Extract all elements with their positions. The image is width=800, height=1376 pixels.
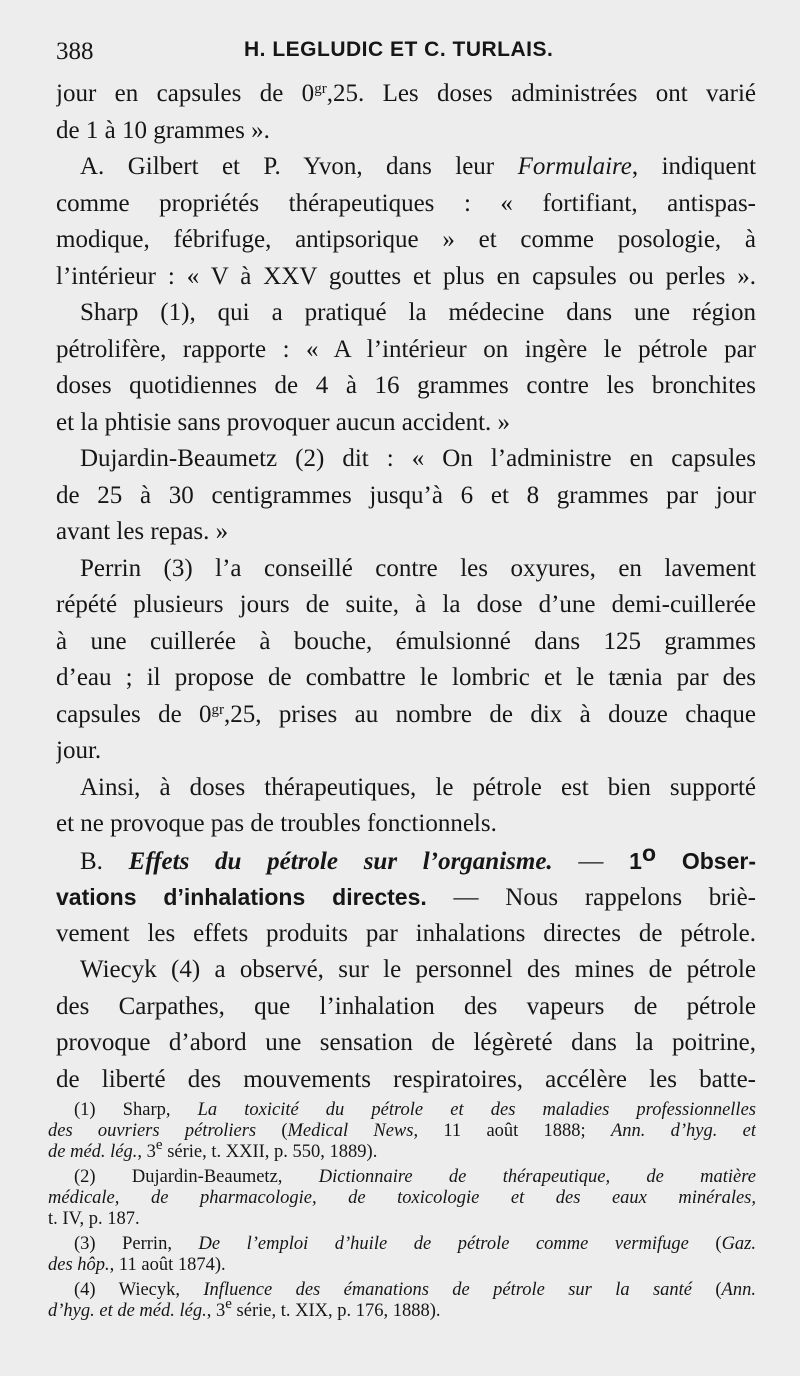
text-line: Ainsi, à doses thérapeutiques, le pétrole est bien supporté — [80, 773, 756, 801]
text-line: modique, fébrifuge, antipsorique » et comme posologie, à — [56, 226, 756, 253]
page-header — [56, 34, 756, 70]
text-line: des Carpathes, que l’inhalation des vapeurs de pétrole — [56, 992, 756, 1020]
footnote-line: (1) Sharp, La toxicité du pétrole et des maladies professionnelles — [74, 1100, 756, 1120]
footnote-line: des hôp., 11 août 1874). — [48, 1255, 226, 1275]
footnote-line: de méd. lég., 3e série, t. XXII, p. 550, 1889). — [48, 1142, 378, 1162]
footnote-line: médicale, de pharmacologie, de toxicologie et des eaux minérales, — [48, 1188, 756, 1208]
text-line: à une cuillerée à bouche, émulsionné dans 125 grammes — [56, 627, 756, 655]
running-head: H. LEGLUDIC ET C. TURLAIS. — [244, 38, 554, 61]
text-line: Sharp (1), qui a pratiqué la médecine dans une région — [80, 299, 756, 326]
text-line: avant les repas. » — [56, 518, 229, 545]
text-line: de liberté des mouvements respiratoires, accélère les batte- — [56, 1065, 756, 1093]
section-heading-line: B. Effets du pétrole sur l’organisme. — 1$^o$ Obser- — [80, 842, 756, 875]
footnote-line: d’hyg. et de méd. lég., 3e série, t. XIX, p. 176, 1888). — [48, 1301, 441, 1321]
text-line: jour en capsules de $0^{gr},25$. Les doses administrées ont varié — [56, 80, 756, 107]
text-line: et la phtisie sans provoquer aucun accident. » — [56, 408, 511, 436]
footnote-line: t. IV, p. 187. — [48, 1209, 140, 1229]
text-line: doses quotidiennes de 4 à 16 grammes contre les bronchites — [56, 372, 756, 399]
text-line: A. Gilbert et P. Yvon, dans leur Formulaire, indiquent — [80, 153, 756, 180]
text-line: provoque d’abord une sensation de légèreté dans la poitrine, — [56, 1029, 756, 1056]
footnote-line: (2) Dujardin-Beaumetz, Dictionnaire de thérapeutique, de matière — [74, 1167, 756, 1187]
text-line: d’eau ; il propose de combattre le lombric et le tænia par des — [56, 664, 756, 691]
page-number: 388 — [56, 38, 94, 65]
text-line: pétrolifère, rapporte : « A l’intérieur on ingère le pétrole par — [56, 335, 756, 363]
main-text — [56, 76, 756, 1098]
text-line: Wiecyk (4) a observé, sur le personnel des mines de pétrole — [80, 956, 756, 983]
text-line: et ne provoque pas de troubles fonctionnels. — [56, 810, 497, 837]
text-line: de 25 à 30 centigrammes jusqu’à 6 et 8 grammes par jour — [56, 481, 756, 509]
text-line: de 1 à 10 grammes ». — [56, 116, 270, 144]
text-line: l’intérieur : « V à XXV gouttes et plus en capsules ou perles ». — [56, 262, 756, 290]
text-line: vement les effets produits par inhalations directes de pétrole. — [56, 919, 756, 947]
text-line: capsules de $0^{gr},25$, prises au nombre de dix à douze chaque — [56, 700, 756, 728]
text-line: vations d’inhalations directes. — Nous rappelons briè- — [56, 884, 756, 911]
text-line: répété plusieurs jours de suite, à la dose d’une demi-cuillerée — [56, 591, 756, 618]
text-line: Dujardin-Beaumetz (2) dit : « On l’administre en capsules — [80, 445, 756, 472]
text-line: comme propriétés thérapeutiques : « fortifiant, antispas- — [56, 189, 756, 217]
footnote-line: des ouvriers pétroliers (Medical News, 11 août 1888; Ann. d’hyg. et — [48, 1121, 756, 1141]
footnotes — [48, 1100, 756, 1322]
text-line: Perrin (3) l’a conseillé contre les oxyures, en lavement — [80, 554, 756, 582]
footnote-line: (4) Wiecyk, Influence des émanations de pétrole sur la santé (Ann. — [74, 1280, 756, 1300]
footnote-line: (3) Perrin, De l’emploi d’huile de pétrole comme vermifuge (Gaz. — [74, 1234, 756, 1254]
text-line: jour. — [56, 737, 102, 764]
